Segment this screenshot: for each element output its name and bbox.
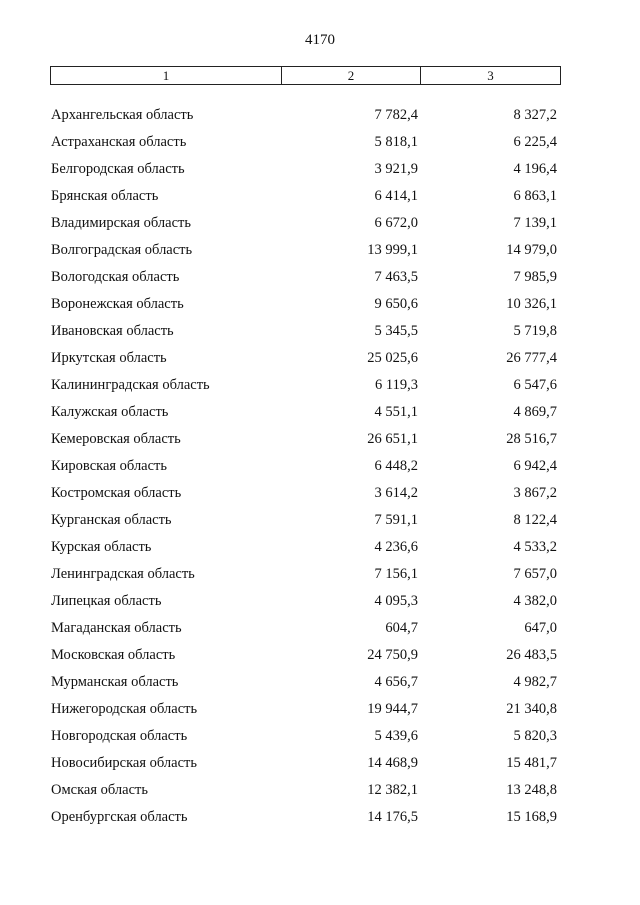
value-col-2: 3 921,9 [374,161,418,177]
table-row [50,507,559,534]
table-row [50,588,559,615]
value-col-3: 6 225,4 [513,134,557,150]
table-row [50,237,559,264]
table-row [50,723,559,750]
value-col-2: 3 614,2 [374,485,418,501]
region-name: Оренбургская область [51,809,188,825]
value-col-2: 7 463,5 [374,269,418,285]
value-col-3: 21 340,8 [506,701,557,717]
region-name: Астраханская область [51,134,187,150]
region-name: Мурманская область [51,674,179,690]
value-col-2: 7 591,1 [374,512,418,528]
table-row [50,291,559,318]
region-name: Московская область [51,647,176,663]
value-col-2: 4 095,3 [374,593,418,609]
value-col-2: 6 672,0 [374,215,418,231]
header-col-1: 1 [51,67,282,84]
value-col-2: 6 448,2 [374,458,418,474]
value-col-3: 28 516,7 [506,431,557,447]
value-col-3: 26 483,5 [506,647,557,663]
value-col-3: 15 168,9 [506,809,557,825]
value-col-2: 9 650,6 [374,296,418,312]
value-col-3: 26 777,4 [506,350,557,366]
table-row [50,480,559,507]
table-row [50,750,559,777]
table-row [50,804,559,831]
value-col-3: 7 139,1 [513,215,557,231]
value-col-3: 3 867,2 [513,485,557,501]
table-row [50,669,559,696]
value-col-3: 8 327,2 [513,107,557,123]
table-row [50,777,559,804]
value-col-3: 6 863,1 [513,188,557,204]
value-col-2: 7 156,1 [374,566,418,582]
table-row [50,183,559,210]
value-col-3: 4 869,7 [513,404,557,420]
region-name: Калужская область [51,404,169,420]
region-name: Курская область [51,539,152,555]
region-name: Магаданская область [51,620,182,636]
table-header [50,66,561,85]
region-name: Омская область [51,782,148,798]
value-col-2: 24 750,9 [367,647,418,663]
table-row [50,264,559,291]
table-row [50,642,559,669]
region-name: Кировская область [51,458,168,474]
region-name: Калининградская область [51,377,210,393]
region-name: Кемеровская область [51,431,181,447]
region-name: Архангельская область [51,107,194,123]
table-row [50,453,559,480]
value-col-2: 4 551,1 [374,404,418,420]
table-row [50,129,559,156]
value-col-2: 5 345,5 [374,323,418,339]
table-row [50,399,559,426]
value-col-3: 7 985,9 [513,269,557,285]
region-name: Белгородская область [51,161,185,177]
value-col-3: 4 533,2 [513,539,557,555]
value-col-3: 4 382,0 [513,593,557,609]
table-body [50,102,559,831]
region-name: Костромская область [51,485,182,501]
value-col-3: 6 942,4 [513,458,557,474]
table-row [50,210,559,237]
region-name: Нижегородская область [51,701,198,717]
region-name: Иркутская область [51,350,167,366]
region-name: Владимирская область [51,215,191,231]
value-col-3: 8 122,4 [513,512,557,528]
value-col-3: 14 979,0 [506,242,557,258]
value-col-2: 12 382,1 [367,782,418,798]
table-row [50,372,559,399]
value-col-3: 13 248,8 [506,782,557,798]
value-col-2: 6 414,1 [374,188,418,204]
value-col-2: 14 468,9 [367,755,418,771]
table-row [50,102,559,129]
region-name: Новосибирская область [51,755,197,771]
header-col-3: 3 [487,68,494,83]
region-name: Новгородская область [51,728,188,744]
region-name: Волгоградская область [51,242,193,258]
value-col-2: 19 944,7 [367,701,418,717]
table-row [50,345,559,372]
value-col-2: 13 999,1 [367,242,418,258]
value-col-2: 6 119,3 [375,377,418,393]
value-col-3: 6 547,6 [513,377,557,393]
region-name: Липецкая область [51,593,162,609]
table-row [50,696,559,723]
value-col-3: 5 820,3 [513,728,557,744]
value-col-3: 4 196,4 [513,161,557,177]
region-name: Ленинградская область [51,566,195,582]
value-col-2: 7 782,4 [374,107,418,123]
table-row [50,318,559,345]
value-col-3: 5 719,8 [513,323,557,339]
value-col-2: 604,7 [385,620,418,636]
value-col-3: 4 982,7 [513,674,557,690]
value-col-2: 5 818,1 [374,134,418,150]
table-row [50,156,559,183]
header-col-2: 2 [282,67,421,84]
value-col-2: 25 025,6 [367,350,418,366]
value-col-2: 4 236,6 [374,539,418,555]
value-col-3: 647,0 [524,620,557,636]
region-name: Курганская область [51,512,172,528]
value-col-3: 10 326,1 [506,296,557,312]
table-row [50,561,559,588]
table-row [50,534,559,561]
region-name: Ивановская область [51,323,174,339]
table-row [50,615,559,642]
value-col-2: 26 651,1 [367,431,418,447]
region-name: Брянская область [51,188,159,204]
region-name: Воронежская область [51,296,184,312]
value-col-2: 14 176,5 [367,809,418,825]
value-col-3: 15 481,7 [506,755,557,771]
table-row [50,426,559,453]
value-col-2: 4 656,7 [374,674,418,690]
page-number: 4170 [305,32,335,48]
value-col-3: 7 657,0 [513,566,557,582]
region-name: Вологодская область [51,269,180,285]
value-col-2: 5 439,6 [374,728,418,744]
